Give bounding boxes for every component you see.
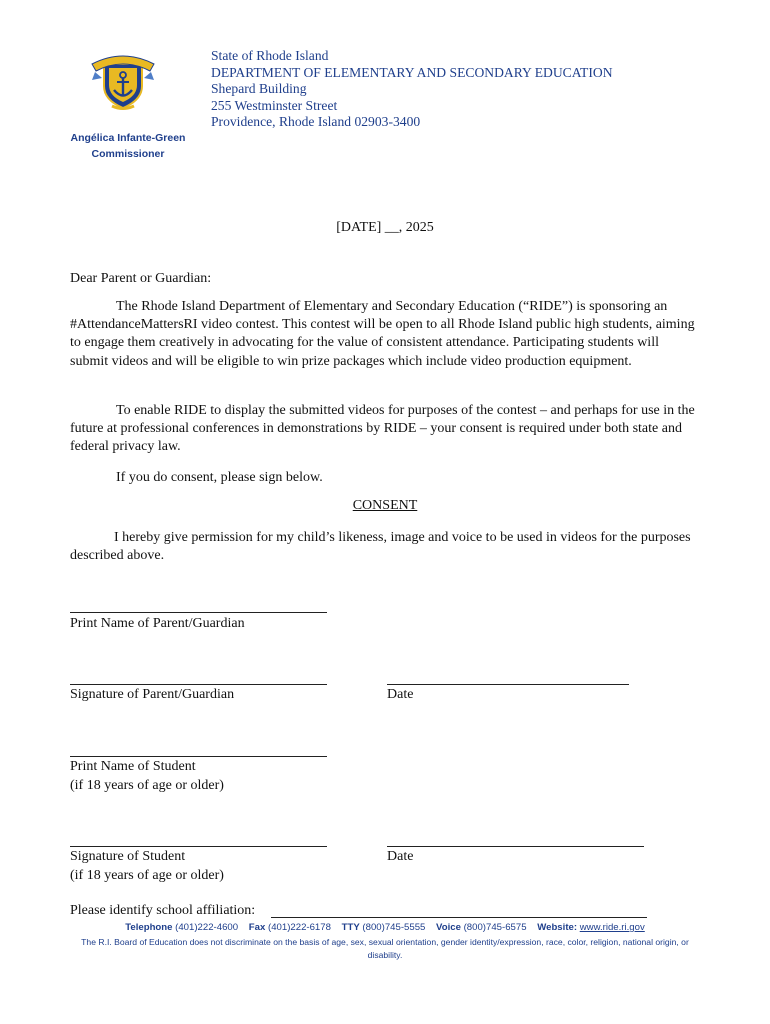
student-signature-note: (if 18 years of age or older): [70, 867, 224, 883]
state-seal-anchor-icon: [90, 46, 156, 112]
student-signature-label: [70, 848, 224, 885]
paragraph-3: If you do consent, please sign below.: [116, 470, 323, 485]
school-affiliation-line[interactable]: [271, 917, 647, 918]
voice-number: (800)745-6575: [463, 922, 527, 933]
letterhead-address: [211, 48, 613, 131]
footer-contact-line: [0, 922, 770, 933]
parent-signature-line[interactable]: [70, 684, 327, 685]
tty-label: TTY: [341, 922, 360, 933]
student-print-name-label: [70, 758, 224, 795]
consent-heading: CONSENT: [352, 498, 418, 513]
commissioner-title: Commissioner: [91, 148, 165, 160]
parent-print-name-line[interactable]: [70, 612, 327, 613]
consent-text: I hereby give permission for my child’s likeness, image and voice to be used in videos for the purposes described above.: [70, 530, 691, 564]
footer: [0, 922, 770, 961]
student-date-label: Date: [387, 849, 414, 864]
address-line: Shepard Building: [211, 81, 307, 96]
website-link[interactable]: www.ride.ri.gov: [579, 922, 645, 933]
fax-label: Fax: [248, 922, 266, 933]
parent-signature-label: Signature of Parent/Guardian: [70, 687, 235, 702]
address-line: DEPARTMENT OF ELEMENTARY AND SECONDARY EDUCATION: [211, 64, 613, 80]
parent-date-line[interactable]: [387, 684, 629, 685]
parent-print-name-label: Print Name of Parent/Guardian: [70, 616, 245, 631]
website-label: Website:: [537, 922, 578, 933]
student-print-name-line[interactable]: [70, 756, 327, 757]
school-affiliation-label: Please identify school affiliation:: [70, 903, 256, 918]
fax-number: (401)222-6178: [268, 922, 331, 933]
student-signature-line[interactable]: [70, 846, 327, 847]
address-line: State of Rhode Island: [211, 48, 329, 63]
salutation: Dear Parent or Guardian:: [70, 271, 212, 286]
commissioner-name: Angélica Infante-Green: [70, 132, 186, 144]
student-print-name-text: Print Name of Student: [70, 759, 196, 774]
telephone-number: (401)222-4600: [175, 922, 239, 933]
telephone-label: Telephone: [125, 922, 173, 933]
voice-label: Voice: [436, 922, 461, 933]
paragraph-1: The Rhode Island Department of Elementary and Secondary Education (“RIDE”) is sponsoring an #AttendanceMattersRI video contest. This contest will be open to all Rhode Island public high students, aiming to engage them creatively in advocating for the value of consistent attendance. Participating students will submit videos and will be eligible to win prize packages which include video production equipment.: [70, 299, 695, 369]
nondiscrimination-notice: The R.I. Board of Education does not discriminate on the basis of age, sex, sexual orientation, gender identity/expression, race, color, religion, national origin, or disability.: [81, 937, 689, 960]
commissioner-block: [62, 130, 194, 162]
paragraph-2: To enable RIDE to display the submitted videos for purposes of the contest – and perhaps for use in the future at professional conferences in demonstrations by RIDE – your consent is required under both state and federal privacy law.: [70, 403, 695, 455]
student-print-name-note: (if 18 years of age or older): [70, 777, 224, 793]
parent-date-label: Date: [387, 687, 414, 702]
student-signature-text: Signature of Student: [70, 849, 186, 864]
address-line: Providence, Rhode Island 02903-3400: [211, 114, 421, 129]
letter-date: [DATE] __, 2025: [336, 220, 434, 235]
address-line: 255 Westminster Street: [211, 97, 338, 113]
student-date-line[interactable]: [387, 846, 644, 847]
tty-number: (800)745-5555: [362, 922, 426, 933]
